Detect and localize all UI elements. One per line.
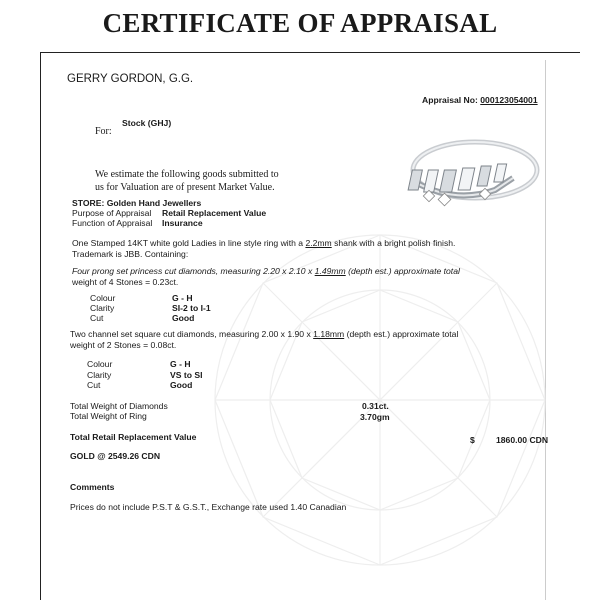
stones-1-cut-value: Good bbox=[172, 313, 195, 323]
stones-1-cut-label: Cut bbox=[90, 313, 104, 323]
description-text-end: shank with a bright polish finish. bbox=[331, 238, 456, 248]
appraisal-number bbox=[422, 95, 538, 105]
stones-2-depth: 1.18mm bbox=[313, 329, 345, 339]
shank-width: 2.2mm bbox=[305, 238, 332, 248]
stones-2-colour-value: G - H bbox=[170, 359, 191, 369]
retail-value-amount: 1860.00 CDN bbox=[496, 435, 549, 445]
for-label: For: bbox=[95, 126, 112, 137]
stones-1-colour-label: Colour bbox=[90, 293, 116, 303]
stones-2-clarity-label: Clarity bbox=[87, 370, 112, 380]
ring-description-line-1 bbox=[72, 238, 455, 248]
intro-line-1: We estimate the following goods submitted to bbox=[95, 169, 279, 180]
gold-price: GOLD @ 2549.26 CDN bbox=[70, 451, 161, 461]
ring-description-line-2: Trademark is JBB. Containing: bbox=[72, 249, 189, 259]
comments-text: Prices do not include P.S.T & G.S.T., Exchange rate used 1.40 Canadian bbox=[70, 502, 347, 512]
client-name: Stock (GHJ) bbox=[122, 118, 172, 128]
ring-photo-icon bbox=[395, 120, 540, 220]
retail-value-label: Total Retail Replacement Value bbox=[70, 432, 197, 442]
total-diamond-weight-value: 0.31ct. bbox=[362, 401, 389, 411]
comments-heading: Comments bbox=[70, 482, 115, 492]
frame-left-border bbox=[40, 52, 41, 600]
stones-1-clarity-label: Clarity bbox=[90, 303, 115, 313]
stones-2-line-2: weight of 2 Stones = 0.08ct. bbox=[70, 340, 177, 350]
stones-2-cut-label: Cut bbox=[87, 380, 101, 390]
stones-1-text-end: (depth est.) approximate total bbox=[345, 266, 460, 276]
frame-top-border bbox=[40, 52, 580, 53]
stones-2-line-1 bbox=[70, 329, 458, 339]
purpose-value: Retail Replacement Value bbox=[162, 208, 267, 218]
purpose-label: Purpose of Appraisal bbox=[72, 208, 152, 218]
total-diamond-weight-label: Total Weight of Diamonds bbox=[70, 401, 168, 411]
stones-1-text: Four prong set princess cut diamonds, measuring 2.20 x 2.10 x bbox=[72, 266, 315, 276]
appraiser-name: GERRY GORDON, G.G. bbox=[67, 73, 194, 85]
intro-line-2: us for Valuation are of present Market Value. bbox=[95, 182, 275, 193]
appraisal-number-value: 000123054001 bbox=[480, 95, 538, 105]
stones-1-clarity-value: SI-2 to I-1 bbox=[172, 303, 211, 313]
function-value: Insurance bbox=[162, 218, 203, 228]
stones-1-colour-value: G - H bbox=[172, 293, 193, 303]
store-name: STORE: Golden Hand Jewellers bbox=[72, 198, 202, 208]
certificate-title: CERTIFICATE OF APPRAISAL bbox=[102, 8, 498, 38]
retail-value-currency: $ bbox=[470, 435, 475, 445]
stones-1-depth: 1.49mm bbox=[314, 266, 346, 276]
stones-2-cut-value: Good bbox=[170, 380, 193, 390]
stones-2-clarity-value: VS to SI bbox=[170, 370, 203, 380]
function-label: Function of Appraisal bbox=[72, 218, 153, 228]
total-ring-weight-label: Total Weight of Ring bbox=[70, 411, 147, 421]
stones-2-text: Two channel set square cut diamonds, measuring 2.00 x 1.90 x bbox=[70, 329, 314, 339]
stones-2-colour-label: Colour bbox=[87, 359, 113, 369]
stones-2-text-end: (depth est.) approximate total bbox=[344, 329, 459, 339]
stones-1-line-1 bbox=[72, 266, 460, 276]
stones-1-line-2: weight of 4 Stones = 0.23ct. bbox=[72, 277, 179, 287]
description-text: One Stamped 14KT white gold Ladies in line style ring with a bbox=[72, 238, 306, 248]
appraisal-number-label: Appraisal No: bbox=[422, 95, 481, 105]
total-ring-weight-value: 3.70gm bbox=[360, 412, 390, 422]
